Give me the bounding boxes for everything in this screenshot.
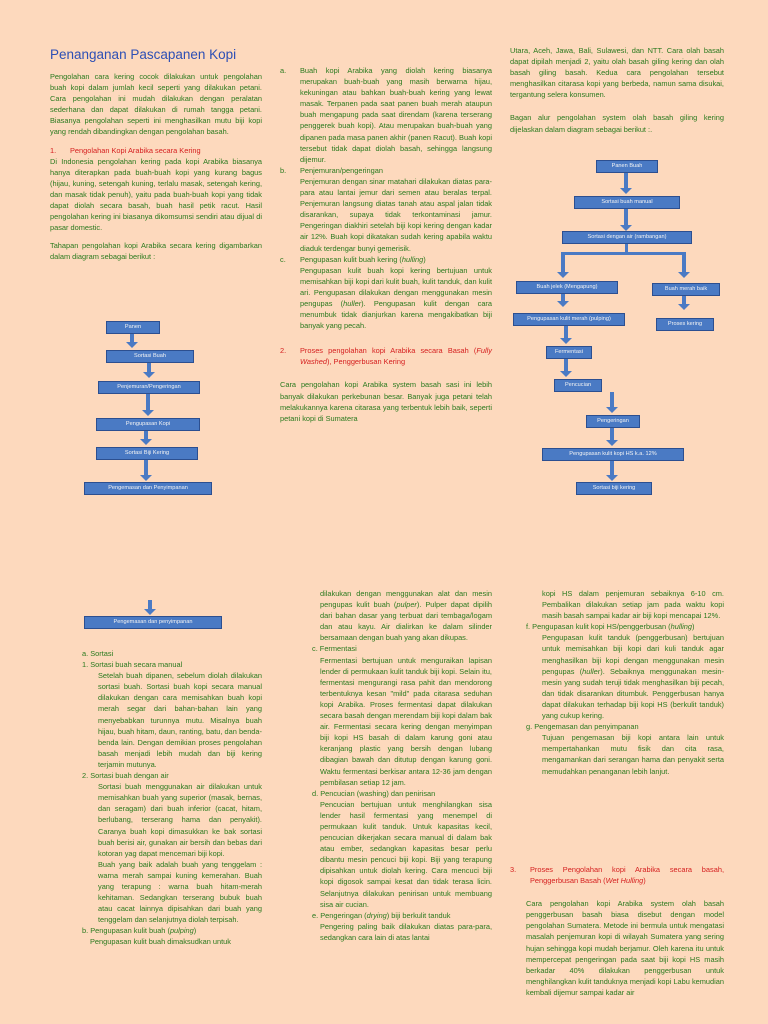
connector-line [562, 252, 686, 255]
drying-paragraph: kopi HS dalam penjemuran sebaiknya 6-10 cm. Pembalikan dilakukan setiap jam pada waktu kopi masih basah sampai kadar air biji kopi mencapai 12%. [542, 589, 724, 621]
text-part: e. Pengeringan ( [312, 910, 367, 920]
list-item-a [280, 65, 492, 165]
section-a2-heading: 2. Sortasi buah dengan air [82, 771, 169, 781]
diagram-box-panen: Panen [106, 321, 160, 334]
section-b-text: Pengupasan kulit buah dimaksudkan untuk [90, 937, 231, 947]
list-marker: c. [280, 254, 286, 264]
text-part: ) [692, 622, 695, 632]
section-d-text: Pencucian bertujuan untuk menghilangkan sisa lender hasil fermentasi yang menempel di permukaan kulit tanduk. Untuk kapasitas kecil, pencucian dikerjakan secara manual di dalam bak atau ember, sedangkan kapasitas besar perlu dibantu mesin pencuci biji kopi. Biji yang terapung dipisahkan untuk diolah kering. Cara mencuci biji kopi digosok sampai kesat dan tidak terasa licin. Selanjutnya dilakukan penirisan untuk membuang sisa air cucian. [320, 799, 492, 909]
section-a1-heading: 1. Sortasi buah secara manual [82, 660, 183, 670]
diagram-box-penjemuran: Penjemuran/Pengeringan [98, 381, 200, 394]
diagram-box-pencucian: Pencucian [554, 379, 602, 392]
diagram-box-pengupasan: Pengupasan Kopi [96, 418, 200, 431]
heading-dry-processing [50, 145, 262, 156]
text-part: ), Penggerbusan Kering [326, 357, 406, 367]
text-part: f. Pengupasan kulit kopi HS/penggerbusan ( [526, 622, 671, 632]
text-italic: Wet Hulling [605, 876, 644, 886]
text-italic: hulling [670, 622, 692, 632]
intro-paragraph: Pengolahan cara kering cocok dilakukan untuk pengolahan buah kopi dalam jumlah kecil seperti yang dilakukan petani. Cara pengolahan ini mudah dilakukan dengan peralatan sederhana dan dapat dilakukan di rumah tangga petani. Biasanya pengolahan seperti ini menghasilkan mutu biji kopi yang rendah dibandingkan dengan pengolahan basah. [50, 72, 262, 137]
text-part: Proses Pengolahan kopi Arabika secara basah, Penggerbusan Basah ( [530, 865, 724, 886]
diagram-box-proses-kering: Proses kering [656, 318, 714, 331]
text-italic: hulling [401, 254, 424, 264]
diagram-box-sortasi-biji: Sortasi Biji Kering [96, 447, 198, 460]
text-italic: huller [582, 666, 601, 676]
page2-column-2 [312, 588, 492, 943]
diagram-box-sortasi-biji-kering: Sortasi biji kering [576, 482, 652, 495]
text-italic: huller [343, 298, 362, 308]
text-part: b. Pengupasan kulit buah ( [82, 926, 170, 936]
section-f-heading [526, 621, 724, 632]
page2-column-3 [526, 588, 724, 793]
text-part: ). Sebaiknya menggunakan mesin-mesin yang sudah teruji tidak menghasilkan biji pecah, dan tidak disarankan ditumbuk. Penggerbusan hanya dapat dilakukan terhadap biji kopi HS (berkulit tanduk) yang cukup kering. [542, 666, 724, 721]
paragraph-dry-processing: Di Indonesia pengolahan kering pada kopi Arabika biasanya hanya diterapkan pada buah-buah kopi yang kurang bagus (hijau, kuning, setengah kuning, terlalu masak, setengah kering, dan masak tidak penuh), yaitu pada buah-buah kopi yang tidak dapat diolah secara basah, buah hasil petik racut. Hasil pengolahan kering ini biasanya dikomsumsi sendiri atau dijual di pasar domestic. [50, 156, 262, 233]
section-f-text [526, 632, 724, 721]
page1-column-1 [50, 71, 262, 270]
page1-column-3 [510, 45, 724, 142]
text-italic: pulping [169, 926, 194, 936]
diagram-box-buah-jelek: Buah jelek (Mengapung) [516, 281, 618, 294]
paragraph-flow-intro: Bagan alur pengolahan system olah basah giling kering dijelaskan dalam diagram sebagai berikut :. [510, 113, 724, 134]
text-part: Pengupasan kulit buah kopi kering bertujuan untuk memisahkan biji kopi dari kulit buah, kulit tanduk, dan kulit ari. Pengupasan dilakukan dengan menggunakan mesin pengupas ( [300, 265, 492, 308]
diagram-box-pulping: Pengupasan kulit merah (pulping) [513, 313, 625, 326]
section-e-text: Pengering paling baik dilakukan diatas para-para, sedangkan cara lain di atas lantai [320, 921, 492, 942]
text-italic: Fully Washed [300, 346, 492, 367]
diagram-box-sortasi-manual: Sortasi buah manual [574, 196, 680, 209]
section-c-heading: c. Fermentasi [312, 644, 357, 654]
list-item-b-text: Penjemuran dengan sinar matahari dilakukan diatas para-para atau lantai jemur dari semen atau beralas terpal. Penjemuran langsung diatas tanah atau aspal jalan tidak disarankan, supaya tidak terkontaminasi jamur. Pengeringan diakhiri setelah biji kopi kering dengan kadar air 12%. Buah kopi dikatakan sudah kering apabila waktu diaduk terdengar bunyi gemerisik. [300, 176, 492, 253]
page2-column-1 [82, 648, 262, 948]
text-part: Pengupasan kulit buah kering ( [300, 254, 402, 264]
section-a-heading: a. Sortasi [82, 649, 114, 658]
section-e-heading [312, 910, 492, 921]
heading-text: Pengolahan Kopi Arabika secara Kering [70, 145, 201, 155]
heading-number: 1. [50, 145, 57, 155]
section-g-text: Tujuan pengemasan biji kopi antara lain untuk mempertahankan mutu fisik dan cita rasa, mengamankan dari serangan hama dan penyakit serta memudahkan penanganan lebih lanjut. [542, 733, 724, 776]
section-d-heading: d. Pencucian (washing) dan penirisan [312, 788, 436, 798]
list-item-b-title: Penjemuran/pengeringan [300, 165, 384, 175]
diagram-box-pengemasan-penyimpanan: Pengemasan dan penyimpanan [84, 616, 222, 629]
page-title: Penanganan Pascapanen Kopi [50, 47, 237, 62]
paragraph-wet-processing: Cara pengolahan kopi Arabika system basah sasi ini lebih banyak dilakukan perkebunan besar. Banyak juga petani telah melakukannya karena citarasa yang terbentuk lebih baik, seperti petani kopi di Sumatera [280, 380, 492, 423]
text-italic: pulper [396, 600, 417, 610]
text-part: Pengupasan kulit tanduk (penggerbusan) bertujuan untuk memisahkan biji kopi dari kuli tanduk agar menghasilkan biji kopi dengan menggunakan mesin pengupas ( [542, 633, 724, 676]
text-part: ). Pulper dapat dipilih dari bahan dasar yang terbuat dari tembaga/logam dan atau kayu. Air dialirkan ke dalam silinder bersamaan dengan buah yang akan dikupas. [320, 600, 492, 643]
diagram-box-panen-buah: Panen Buah [596, 160, 658, 173]
diagram-box-pengeringan: Pengeringan [586, 415, 640, 428]
text-part: ) [423, 254, 426, 264]
section-c-text: Fermentasi bertujuan untuk menguraikan lapisan lender di permukaan kulit tanduk biji kopi. Selain itu, fermentasi mengurangi rasa pahit dan mendorong terbentuknya kesan "mild" pada citarasa seduhan kopi Arabika. Proses fermentasi dapat dilakukan secara basah dengan merendam biji kopi dalam bak air. Fermentasi secara kering dengan menyimpan biji kopi HS basah di dalam karung goni atau keranjang plastic yang bersih dengan lubang dibagian bawah dan ditutup dengan karung goni. Waktu fermentasi berkisar antara 12-36 jam dengan pembilasan setiap 12 jam. [320, 655, 492, 787]
diagram-box-fermentasi: Fermentasi [546, 346, 592, 359]
heading-wet-processing [280, 345, 492, 367]
text-part: Proses pengolahan kopi Arabika secara Basah ( [300, 346, 477, 356]
diagram-box-buah-merah: Buah merah baik [652, 283, 720, 296]
list-marker: b. [280, 165, 287, 175]
page2-column-3b [510, 864, 724, 1005]
diagram-box-pengemasan: Pengemasan dan Penyimpanan [84, 482, 212, 495]
heading-number: 2. [280, 346, 287, 356]
list-item-c [280, 254, 492, 332]
section-a1-text: Setelah buah dipanen, sebelum diolah dilakukan sortasi buah. Sortasi buah kopi secara manual dilakukan dengan cara memisahkan buah kopi merah segar dari bahan-bahan lain yang menyebabkan turunnya mutu. Misalnya buah hijau, buah hitam, daun, ranting, batu, dan benda-benda lain. Dengan demikian proses pengolahan basah menjadi lebih mudah dan biji kering terjamin mutunya. [98, 671, 262, 769]
text-part: dilakukan dengan menggunakan alat dan mesin pengupas kulit buah ( [320, 589, 492, 610]
text-part: ). Pengupasan kulit dengan cara menumbuk tidak dianjurkan karena mengakibatkan biji banyak yang pecah. [300, 298, 493, 331]
text-part: ) [193, 926, 197, 936]
heading-wet-hulling [510, 864, 724, 886]
list-item-a-text: Buah kopi Arabika yang diolah kering biasanya merupakan buah-buah yang masih berwarna hijau, kekuningan atau bahkan buah-buah kering yang lewat masak. Terpanen pada saat panen buah merah ataupun buah mengapung pada saat direndam (karena terserang penggerek buah kopi). Atau merupakan buah-buah yang dipanen pada masa panen akhir (panen Racut). Buah kopi tersebut tidak dapat diolah basah, sehingga langsung dijemur. [300, 66, 492, 164]
page-2 [0, 512, 768, 1024]
paragraph-wet-hulling: Cara pengolahan kopi Arabika system olah basah penggerbusan basah biasa disebut dengan model pengolahan Sumatera. Metode ini bermula untuk mengatasi masalah penjemuran kopi di wilayah Sumatera yang sering hujan sehingga kopi mudah berjamur. Oleh karena itu untuk mempercepat pengeringan pada saat biji kopi HS masih berkadar 40% dilakukan penggerbusan untuk menghilangkan kulit tanduknya menjadi kopi Labu kemudian kembali dijemur sampai kadar air [526, 899, 724, 997]
list-item-c-text [300, 265, 492, 332]
list-item-b [280, 165, 492, 254]
diagram-box-sortasi-buah: Sortasi Buah [106, 350, 194, 363]
section-a2-text-2: Buah yang baik adalah buah yang tenggelam : warna merah sampai kuning kemerahan. Buah yang terapung : warna buah hitam-merah kehitaman. Sedangkan terserang bubuk buah atau cacat lainnya dipisahkan dari buah yang tenggelam dan selanjutnya diolah terpisah. [98, 859, 262, 925]
section-a2-text: Sortasi buah menggunakan air dilakukan untuk memisahkan buah yang superior (masak, bernas, dan seragam) dari buah inferior (cacat, hitam, berlubang, terserang hama dan penyakit). Caranya buah kopi dimasukkan ke bak sortasi buah berisi air, gunakan air bersih dan bebas dari kotoran yag dapat mencemari biji kopi. [98, 782, 262, 858]
pulper-paragraph [312, 588, 492, 643]
page1-column-2 [280, 65, 492, 431]
section-g-heading: g. Pengemasan dan penyimpanan [526, 722, 639, 732]
diagram-box-sortasi-air: Sortasi dengan air (rambangan) [562, 231, 692, 244]
text-part: ) biji berkulit tanduk [386, 910, 451, 920]
diagram-box-pengupasan-hs: Pengupasan kulit kopi HS k.a. 12% [542, 448, 684, 461]
paragraph-regions: Utara, Aceh, Jawa, Bali, Sulawesi, dan NTT. Cara olah basah dapat dipilah menjadi 2, yaitu olah basah giling kering dan olah basah giling basah. Kedua cara pengolahan tersebut menghasilkan citarasa kopi yang berbeda, namun sama disukai, tergantung selera konsumen. [510, 46, 724, 100]
paragraph-diagram-intro: Tahapan pengolahan kopi Arabika secara kering digambarkan dalam diagram sebagai berikut : [50, 241, 262, 262]
text-part: ) [643, 876, 646, 886]
text-italic: drying [366, 910, 387, 920]
section-b-heading [82, 925, 262, 936]
list-marker: a. [280, 66, 287, 75]
list-item-c-title [300, 254, 492, 265]
heading-number: 3. [510, 865, 517, 874]
